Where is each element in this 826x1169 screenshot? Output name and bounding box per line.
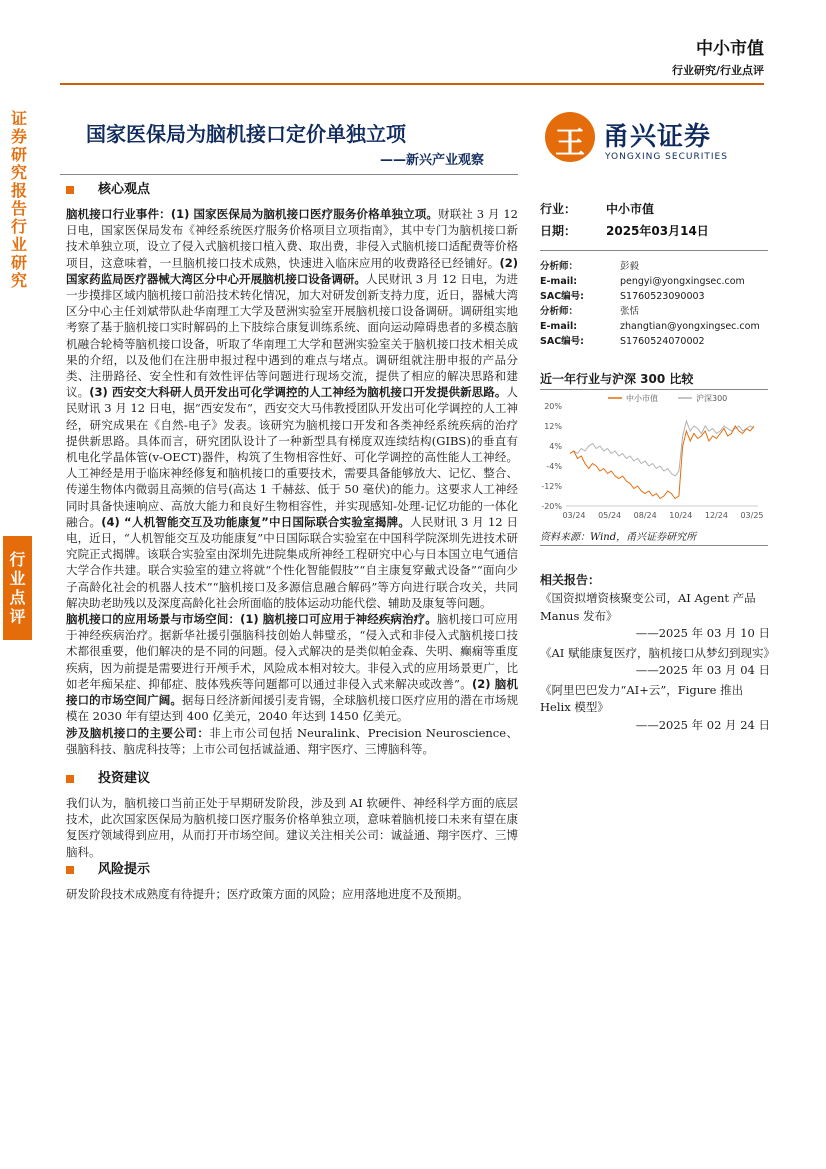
comparison-line-chart <box>532 390 768 525</box>
bullet-square-icon <box>66 866 74 874</box>
related-report-date: ——2025 年 02 月 24 日 <box>635 717 770 732</box>
y-tick-label: 4% <box>549 442 562 451</box>
related-report-title[interactable]: 《阿里巴巴发力“AI+云”，Figure 推出 Helix 模型》 <box>540 682 744 714</box>
related-report-date: ——2025 年 03 月 10 日 <box>635 626 770 640</box>
related-reports-title: 相关报告： <box>540 573 601 587</box>
y-tick-label: -4% <box>546 462 562 471</box>
report-info <box>540 200 770 349</box>
section-risk-heading: 风险提示 <box>66 860 518 880</box>
related-report-title[interactable]: 《AI 赋能康复医疗，脑机接口从梦幻到现实》 <box>540 645 776 660</box>
section-core-heading: 核心观点 <box>66 180 518 200</box>
side-label-box: 行业点评 <box>3 536 32 640</box>
industry-row: 行业： 中小市值 <box>540 202 655 216</box>
x-tick-label: 05/24 <box>598 511 622 520</box>
paragraph-applications: 脑机接口的应用场景与市场空间：(1) 脑机接口可应用于神经疾病治疗。脑机接口可应用于神经疾病治疗。据新华社援引强脑科技创始人韩璧丞，“侵入式和非侵入式脑机接口技术都很重要，他们解决的是不同的问题。侵入式解决的是类似帕金森、失明、癫痫等重度疾病，因为前提是需要进行开颅手术，风险成本相对较大。非侵入式的应用场景更广，比如老年痴呆症、抑郁症、肢体残疾等问题都可以通过非侵入式来解决或改善”。(2) 脑机接口的市场空间广阔。据每日经济新闻援引麦肯锡，全球脑机接口医疗应用的潜在市场规模在 2030 年有望达到 400 亿美元，2040 年达到 1450 亿美元。 <box>66 612 519 724</box>
info-divider <box>540 250 768 251</box>
analyst-email-row: E-mail: zhangtian@yongxingsec.com <box>540 321 760 332</box>
y-tick-label: -20% <box>541 502 562 511</box>
legend-label: 沪深300 <box>696 394 728 403</box>
analyst-row: 分析师： 彭毅 <box>540 261 640 272</box>
header-category: 中小市值 <box>696 39 764 59</box>
logo-name-en: YONGXING SECURITIES <box>605 152 728 162</box>
related-report-date: ——2025 年 03 月 04 日 <box>635 663 770 677</box>
x-tick-label: 12/24 <box>704 511 728 520</box>
y-tick-label: -12% <box>541 482 562 491</box>
header-subcategory: 行业研究/行业点评 <box>671 64 764 77</box>
legend-label: 中小市值 <box>626 394 658 403</box>
main-column <box>66 180 518 902</box>
paragraph-companies: 涉及脑机接口的主要公司：非上市公司包括 Neuralink、Precision Neuroscience、强脑科技、脑虎科技等；上市公司包括诚益通、翔宇医疗、三博脑科等。 <box>66 725 518 756</box>
analyst-row: 分析师： 张恬 <box>540 306 640 317</box>
x-tick-label: 03/24 <box>562 511 586 520</box>
section-invest-heading: 投资建议 <box>66 769 518 789</box>
y-tick-label: 20% <box>544 402 562 411</box>
chart-title: 近一年行业与沪深 300 比较 <box>540 372 694 386</box>
paragraph-risk: 研发阶段技术成熟度有待提升；医疗政策方面的风险；应用落地进度不及预期。 <box>66 886 469 901</box>
y-tick-label: 12% <box>544 422 562 431</box>
bullet-square-icon <box>66 186 74 194</box>
related-reports-list <box>540 590 776 736</box>
report-subtitle: ——新兴产业观察 <box>380 153 485 168</box>
analyst-email-row: E-mail: pengyi@yongxingsec.com <box>540 276 745 287</box>
analyst-sac-row: SAC编号: S1760523090003 <box>540 291 705 302</box>
date-row: 日期： 2025年03月14日 <box>540 224 709 238</box>
company-logo <box>545 112 760 168</box>
x-tick-label: 03/25 <box>740 511 764 520</box>
chart-source-divider <box>540 545 768 546</box>
paragraph-events: 脑机接口行业事件：(1) 国家医保局为脑机接口医疗服务价格单独立项。财联社 3 月 12 日电，国家医保局发布《神经系统医疗服务价格项目立项指南》，其中专门为脑机接口新技术单独立项，设立了侵入式脑机接口植入费、取出费，非侵入式脑机接口适配费等价格项目，这意味着，一旦脑机接口技术成熟，快速进入临床应用的收费路径已经铺好。(2) 国家药监局医疗器械大湾区分中心开展脑机接口设备调研。人民财讯 3 月 12 日电，为进一步摸排区域内脑机接口前沿技术转化情况，加大对研发创新支持力度，近日，器械大湾区分中心主任刘斌带队赴华南理工大学及琶洲实验室开展脑机接口设备调研。调研组实地考察了基于脑机接口实时解码的上下肢综合康复训练系统、面向运动障碍患者的多模态脑机融合轮椅等脑机接口设备，听取了华南理工大学和琶洲实验室关于脑机接口技术相关成果的介绍，以及他们在注册申报过程中遇到的难点与堵点。调研组就注册申报的产品分类、注册路径、安全性和有效性评估等问题进行现场交流，提供了相应的解决思路和建议。(3) 西安交大科研人员开发出可化学调控的人工神经为脑机接口开发提供新思路。人民财讯 3 月 12 日电，据“西安发布”，西安交大马伟教授团队开发出可化学调控的人工神经，研究成果在《自然-电子》发表。该研究为脑机接口开发和各类神经系统疾病的治疗提供新思路。具体而言，研究团队设计了一种新型具有梯度双连续结构(GIBS)的垂直有机电化学晶体管(v-OECT)器件，构筑了生物相容性好、可化学调控的高性能人工神经。人工神经是用于临床神经修复和脑机接口的重要技术，需要具备能够放大、记忆、整合、传递生物体内微弱且高频的信号(高达 1 千赫兹、低于 50 毫伏)的能力。这要求人工神经同时具备快速响应、高放大能力和良好生物相容性，并实现感知-处理-记忆功能的一体化融合。(4) “人机智能交互及功能康复”中日国际联合实验室揭牌。人民财讯 3 月 12 日电，近日，“人机智能交互及功能康复”中日国际联合实验室在中国科学院深圳先进技术研究院正式揭牌。该联合实验室由深圳先进院集成所神经工程研究中心与日本国立电气通信大学合作共建。联合实验室的建立将就“个性化智能假肢”“自主康复穿戴式设备”“面向少子高龄化社会的机器人技术”“脑机接口及多源信息融合解码”等方向进行联合攻关，共同解决助老助残以及深度高龄化社会所面临的肢体运动功能代偿、辅助及康复等问题。 <box>66 207 519 610</box>
series-line <box>570 426 754 499</box>
chart-source: 资料来源：Wind，甬兴证券研究所 <box>540 532 697 543</box>
paragraph-invest: 我们认为，脑机接口当前正处于早期研发阶段，涉及到 AI 软硬件、神经科学方面的底层技术，此次国家医保局为脑机接口医疗服务价格单独立项，意味着脑机接口未来有望在康复医疗领域得到应用，从而打开市场空间。建议关注相关公司：诚益通、翔宇医疗、三博脑科。 <box>66 795 518 859</box>
report-title: 国家医保局为脑机接口定价单独立项 <box>86 122 406 146</box>
logo-mark-icon: 王 <box>545 112 595 162</box>
x-tick-label: 08/24 <box>633 511 657 520</box>
header-divider <box>60 83 764 85</box>
analyst-sac-row: SAC编号: S1760524070002 <box>540 336 705 347</box>
x-tick-label: 10/24 <box>669 511 693 520</box>
related-report-title[interactable]: 《国资拟增资核聚变公司，AI Agent 产品 Manus 发布》 <box>540 591 756 623</box>
logo-name-cn: 甬兴证券 <box>603 122 712 152</box>
title-divider <box>60 174 518 175</box>
bullet-square-icon <box>66 775 74 783</box>
side-label-top: 证券研究报告 行业研究 <box>10 109 27 290</box>
